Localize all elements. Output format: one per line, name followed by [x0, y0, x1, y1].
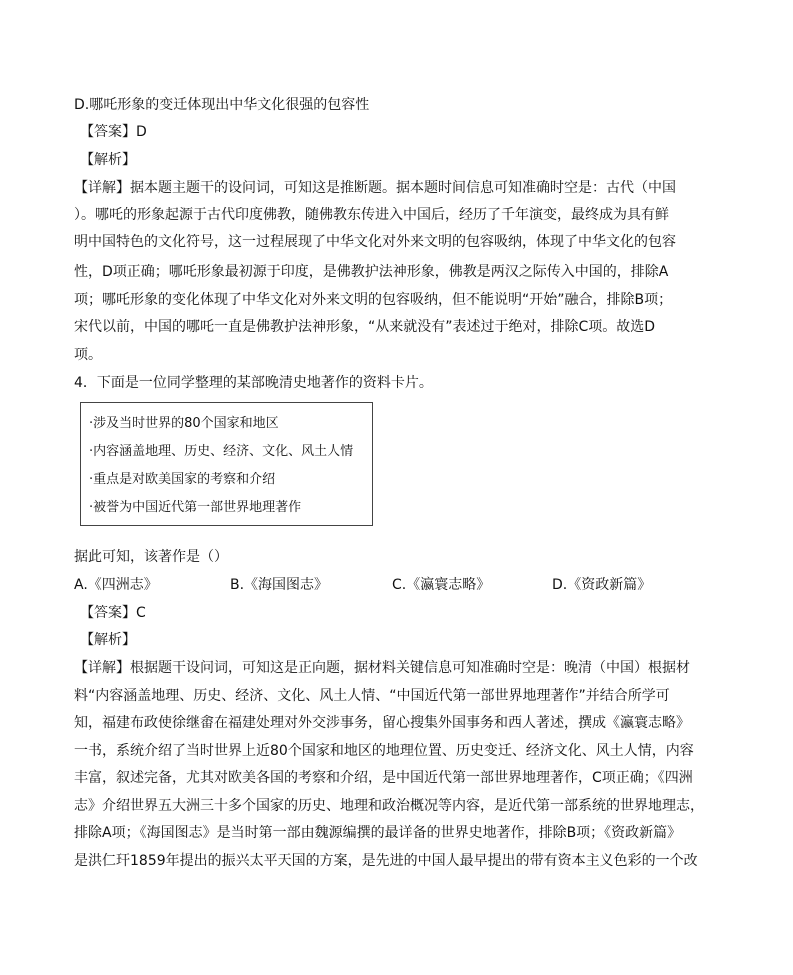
question-4-stem: 4．下面是一位同学整理的某部晚清史地著作的资料卡片。	[74, 375, 433, 391]
prev-option-d: D.哪吒形象的变迁体现出中华文化很强的包容性	[74, 97, 370, 113]
detail-line: 料“内容涵盖地理、历史、经济、文化、风土人情、“中国近代第一部世界地理著作”并结合所学可	[74, 688, 670, 704]
detail-line: 是洪仁玕1859年提出的振兴太平天国的方案，是先进的中国人最早提出的带有资本主义色彩的一个改	[74, 853, 698, 869]
detail-line: 知，福建布政使徐继畬在福建处理对外交涉事务，留心搜集外国事务和西人著述，撰成《瀛寰志略》	[74, 715, 690, 731]
analysis-label: 【解析】	[80, 632, 136, 648]
answer: 【答案】C	[80, 605, 146, 621]
detail-line: 志》介绍世界五大洲三十多个国家的历史、地理和政治概况等内容，是近代第一部系统的世界地理志，	[74, 798, 704, 814]
option-c: C.《瀛寰志略》	[392, 577, 491, 593]
card-item: ·被誉为中国近代第一部世界地理著作	[89, 500, 302, 515]
detail-line: 排除A项；《海国图志》是当时第一部由魏源编撰的最详备的世界史地著作，排除B项；《资政新篇》	[74, 825, 682, 841]
prev-detail-line: 项。	[74, 347, 102, 363]
option-d: D.《资政新篇》	[552, 577, 652, 593]
option-b: B.《海国图志》	[230, 577, 329, 593]
prev-detail-line: 【详解】据本题主题干的设问词，可知这是推断题。据本题时间信息可知准确时空是：古代（中国	[74, 180, 676, 196]
detail-line: 【详解】根据题干设问词，可知这是正向题，据材料关键信息可知准确时空是：晚清（中国）根据材	[74, 660, 690, 676]
prev-detail-line: 明中国特色的文化符号，这一过程展现了中华文化对外来文明的包容吸纳，体现了中华文化的包容	[74, 234, 676, 250]
material-card	[80, 402, 373, 526]
question-prompt: 据此可知，该著作是（）	[74, 549, 228, 565]
detail-line: 丰富，叙述完备，尤其对欧美各国的考察和介绍，是中国近代第一部世界地理著作，C项正确；《四洲	[74, 770, 693, 786]
card-item: ·涉及当时世界的80个国家和地区	[89, 416, 279, 431]
prev-detail-line: 项；哪吒形象的变化体现了中华文化对外来文明的包容吸纳，但不能说明“开始”融合，排除B项；	[74, 292, 673, 308]
card-item: ·内容涵盖地理、历史、经济、文化、风土人情	[89, 444, 354, 459]
prev-detail-line: 性，D项正确；哪吒形象最初源于印度，是佛教护法神形象，佛教是两汉之际传入中国的，排除A	[74, 264, 669, 280]
detail-line: 一书，系统介绍了当时世界上近80个国家和地区的地理位置、历史变迁、经济文化、风土人情，内容	[74, 743, 694, 759]
prev-detail-line: ）。哪吒的形象起源于古代印度佛教，随佛教东传进入中国后，经历了千年演变，最终成为具有鲜	[74, 207, 669, 223]
card-item: ·重点是对欧美国家的考察和介绍	[89, 472, 276, 487]
prev-detail-line: 宋代以前，中国的哪吒一直是佛教护法神形象，“从来就没有”表述过于绝对，排除C项。故选D	[74, 319, 656, 335]
option-a: A.《四洲志》	[74, 577, 158, 593]
prev-analysis-label: 【解析】	[80, 152, 136, 168]
prev-answer: 【答案】D	[80, 124, 147, 140]
